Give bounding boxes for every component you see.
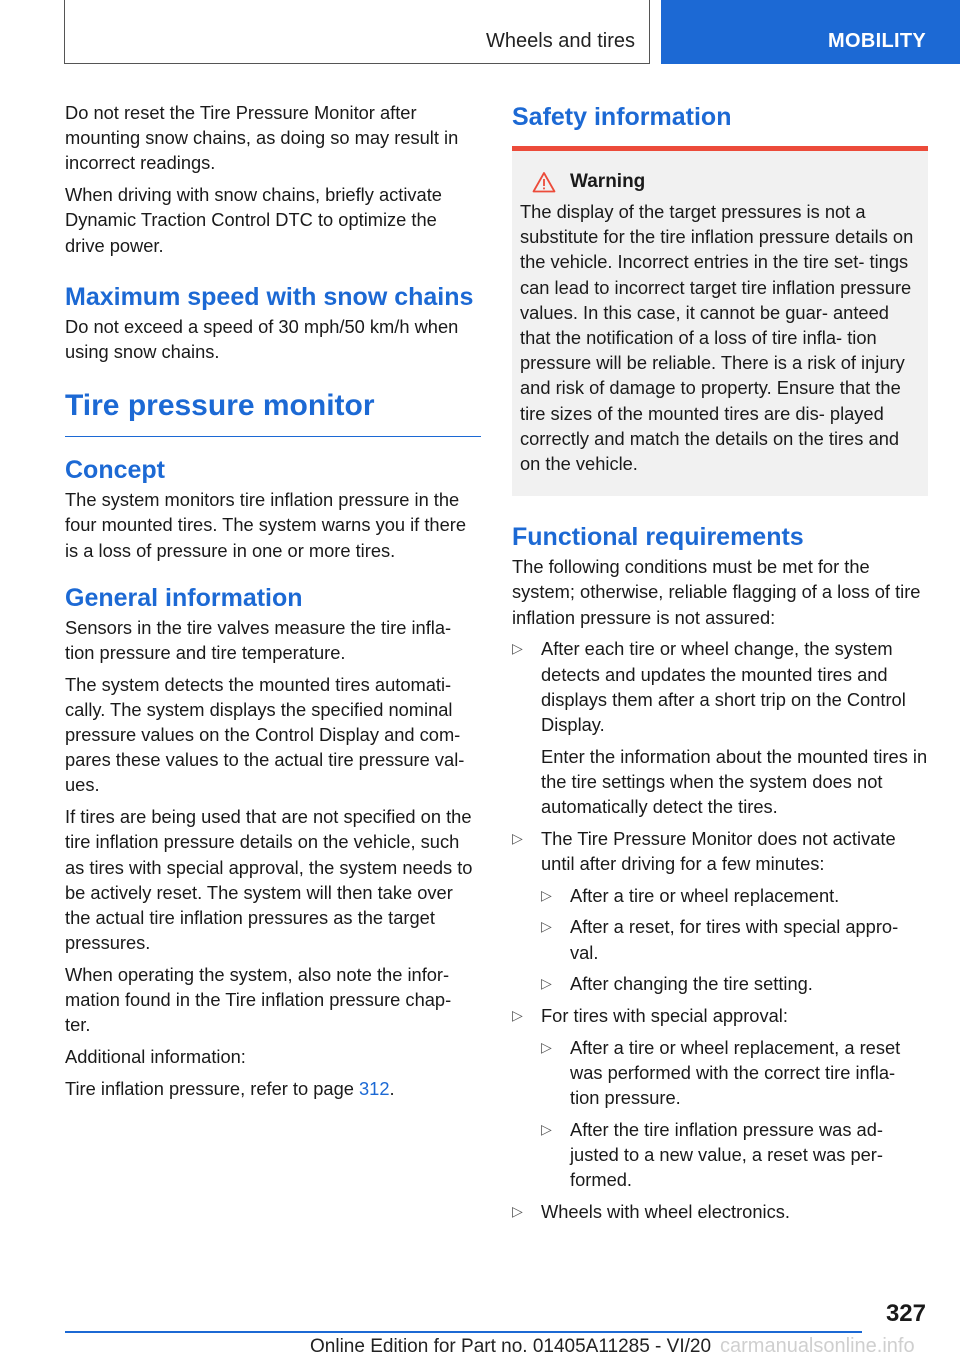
paragraph: Do not exceed a speed of 30 mph/50 km/h when using snow chains. [65,315,459,362]
paragraph: When operating the system, also note the infor‐ mation found in the Tire inflation pressure chap‐ ter. [65,963,452,1036]
paragraph: The system monitors tire inflation pressure in the four mounted tires. The system warns you if there is a loss of pressure in one or more tires. [65,489,467,561]
list-item: ▷ After a tire or wheel replacement, a reset was performed with the correct tire infla‐ tion pressure. [541,1036,901,1109]
warning-text: The display of the target pressures is not a substitute for the tire inflation pressure details on the vehicle. Incorrect entries in the tire set‐ tings can lead to incorrect target tire inflation pressure values. In this case, it cannot be guar‐ anteed that the notification of a loss of tire infla‐ tion pressure will be reliable. There is a risk of injury and risk of damage to property. Ensure that the tire sizes of the mounted tires are dis‐ played correctly and match the details on the tires and on the vehicle. [520,201,914,475]
bullet-triangle-icon: ▷ [541,886,552,903]
paragraph: Do not reset the Tire Pressure Monitor after mounting snow chains, as doing so may result in incorrect readings. [65,102,459,174]
requirements-list [512,636,928,1224]
header-section-title: Wheels and tires [486,30,635,52]
sub-list [541,883,928,997]
bullet-triangle-icon: ▷ [512,829,523,846]
list-item: ▷ After the tire inflation pressure was ad‐ justed to a new value, a reset was per‐ formed. [541,1118,883,1191]
paragraph: If tires are being used that are not specified on the tire inflation pressure details on the vehicle, such as tires with special approval, the system needs to be actively reset. The system will then take over the actual tire inflation pressures as the target pressures. [65,806,473,954]
list-item: ▷ The Tire Pressure Monitor does not activate until after driving for a few minutes: ▷ After a tire or wheel replacement. ▷ After a reset, for tires with special appro‐ val. ▷ After changing the tire setting. [512,826,928,997]
page-number: 327 [885,1300,926,1327]
page-link-312[interactable]: 312 [359,1077,390,1099]
heading-concept: Concept [65,456,165,485]
left-column [65,100,481,1107]
warning-box [512,146,928,496]
heading-functional-requirements: Functional requirements [512,523,804,552]
bullet-triangle-icon: ▷ [512,1202,523,1219]
heading-max-speed: Maximum speed with snow chains [65,282,474,311]
heading-general-information: General information [65,583,303,612]
paragraph: The system detects the mounted tires automati‐ cally. The system displays the specified nominal pressure values on the Control Display and com‐ pares these values to the actual tire pressure val‐ ues. [65,673,465,796]
paragraph-reference: Tire inflation pressure, refer to page 312. [65,1077,395,1099]
paragraph: Sensors in the tire valves measure the tire infla‐ tion pressure and tire temperature. [65,616,452,663]
footer-rule [65,1331,862,1333]
heading-safety-information: Safety information [512,103,732,131]
list-item: ▷ After each tire or wheel change, the system detects and updates the mounted tires and displays them after a short trip on the Control Display. Enter the information about the mounted tires in the tire settings when the system does not automatically detect the tires. [512,638,928,818]
bullet-triangle-icon: ▷ [541,1038,552,1055]
header-chapter-label: MOBILITY [828,30,926,52]
list-item: ▷ For tires with special approval: ▷ After a tire or wheel replacement, a reset was performed with the correct tire infla‐ tion pressure. ▷ After the tire inflation pressure was ad‐ justed to a new value, a reset was per‐ formed. [512,1003,928,1192]
header-chapter-tab [661,0,960,64]
list-item: ▷ After a reset, for tires with special appro‐ val. [541,916,899,963]
warning-triangle-icon [532,171,556,193]
bullet-triangle-icon: ▷ [541,975,552,992]
paragraph: When driving with snow chains, briefly activate Dynamic Traction Control DTC to optimize the drive power. [65,184,442,256]
bullet-triangle-icon: ▷ [541,1120,552,1137]
list-item: ▷ After a tire or wheel replacement. [541,883,928,908]
list-item: ▷ Wheels with wheel electronics. [512,1199,928,1224]
list-item: ▷ After changing the tire setting. [541,971,928,996]
paragraph: The following conditions must be met for the system; otherwise, reliable flagging of a loss of tire inflation pressure is not assured: [512,556,921,628]
sub-list [541,1035,928,1193]
header-section-box [64,0,650,64]
heading-tire-pressure-monitor: Tire pressure monitor [65,389,375,423]
right-column [512,102,928,1231]
bullet-triangle-icon: ▷ [541,918,552,935]
footer-watermark: carmanualsonline.info [720,1335,915,1357]
paragraph: Additional information: [65,1045,246,1067]
warning-label: Warning [570,171,646,192]
bullet-triangle-icon: ▷ [512,640,523,657]
heading-tpm-block [65,388,481,437]
footer-edition: Online Edition for Part no. 01405A11285 - VI/20 [310,1336,712,1357]
bullet-triangle-icon: ▷ [512,1006,523,1023]
